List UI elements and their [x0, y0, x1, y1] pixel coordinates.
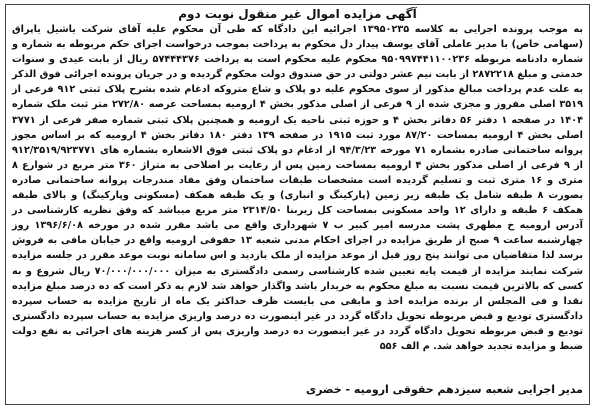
notice-signature: مدیر اجرایی شعبه سیزدهم حقوقی ارومیه - خضری: [306, 383, 583, 396]
notice-title: آگهی مزایده اموال غیر منقول نوبت دوم: [178, 7, 417, 21]
notice-body: به موجب پرونده اجرایی به کلاسه ۱۳۹۵۰۲۳۵ اجرائیه این دادگاه که طی آن محکوم علیه آقای شرکت یاشیل یاپراق (سهامی خاص) با مدیر عاملی آقای یوسف پیدار دل محکوم به پرداخت بموجب درخواست اجرای حکم مربوطه به شماره و شماره دادنامه مربوطه ۹۵۰۹۹۷۴۴۱۱۰۰۲۳۶ محکوم علیه محکوم است به پرداخت ۵۷۴۴۴۳۷۶ ریال از بابت عیدی و سنوات خدمتی و مبلغ ۲۸۷۲۲۱۸ از بابت نیم عشر دولتی در حق صندوق دولت محکوم گردیده و در جریان پرونده اجرائی فوق الذکر به علت عدم پرداخت مبالغ مذکور از سوی محکوم علیه دو پلاک و شاع متروکه ادغام شده بشرح پلاک ثبتی ۹۱۲ فرعی از ۳۵۱۹ اصلی مفروز و مجزی شده از ۹ فرعی از اصلی مذکور بخش ۴ ارومیه بمساحت عرصه ۲۷۲/۸۰ متر ثبت ملک شماره ۱۴۰۴ در صفحه ۱ دفتر ۵۶ دفاتر بخش ۴ و حوزه ثبتی ناحیه یک ارومیه و همچنین پلاک ثبتی شماره صفر فرعی از ۳۷۷۱ اصلی بخش ۴ ارومیه بمساحت ۸۷/۲۰ مورد ثبت ۱۹۱۵ در صفحه ۱۳۹ دفتر ۱۸۰ دفاتر بخش ۴ ارومیه که بر اساس مجوز پروانه ساختمانی صادره بشماره ۷۱ مورخه ۹۴/۳/۲۳ از ادغام دو پلاک ثبتی فوق الاشعاره بشماره های ۹۱۲/۳۵۱۹/۹۲۳۷۷۱ از ۹ فرعی از اصلی مذکور بخش ۴ ارومیه بمساحت زمین پس از رعایت بر اصلاحی به متراژ ۳۶۰ متر مربع در شوارع ۸ متری و ۱۶ متری ثبت و تسلیم گردیده است مشخصات طبقات ساختمان وفق مفاد مندرجات پروانه ساختمانی صادره بصورت ۸ طبقه شامل یک طبقه زیر زمین (پارکینگ و انباری) و یک طبقه همکف (مسکونی وپارکینگ) و بالای طبقه همکف ۶ طبقه و دارای ۱۲ واحد مسکونی بمساحت کل زیربنا ۲۳۱۴/۵۰ متر مربع میباشد که وفق نظریه کارشناسی در آدرس ارومیه خ مطهری پشت مدرسه امیر کبیر ب ۷ شهرداری واقع می باشد مقرر شده در مورخه ۱۳۹۶/۶/۰۸ روز چهارشنبه ساعت ۹ صبح از طریق مزایده در اجرای احکام مدنی شعبه ۱۳ حقوقی ارومیه واقع در خیابان مافی به فروش برسد لذا متقاضیان می توانند پنج روز قبل از موعد مزایده از ملک بازدید و اس سامانه نوبت موعد مقرر در جلسه مزایده شرکت نمایند مزایده از قیمت پایه تعیین شده کارشناسی رسمی دادگستری به میزان ۷۰/۰۰۰/۰۰۰/۰۰۰ ریال شروع و به کسی که بالاترین قیمت نسبت به مبلغ محکوم به خریدار باشد واگذار خواهد شد لازم به ذکر است که ده درصد مبلغ مزایده نقدا و فی المجلس از برنده مزایده اخذ و مابقی می بایست ظرف حداکثر یک ماه از تاریخ مزایده به حساب سپرده دادگستری تودیع و قبض مربوطه تحویل دادگاه گردد در غیر اینصورت ده درصد واریزی مزایده به حساب سپرده دادگستری تودیع و قبض مربوطه تحویل دادگاه گردد در غیر اینصورت ده درصد واریزی پس از کسر هزینه های اجرائی به نفع دولت ضبط و مزایده تجدید خواهد شد. م الف ۵۵۶: [12, 24, 584, 352]
auction-notice: [5, 4, 590, 405]
